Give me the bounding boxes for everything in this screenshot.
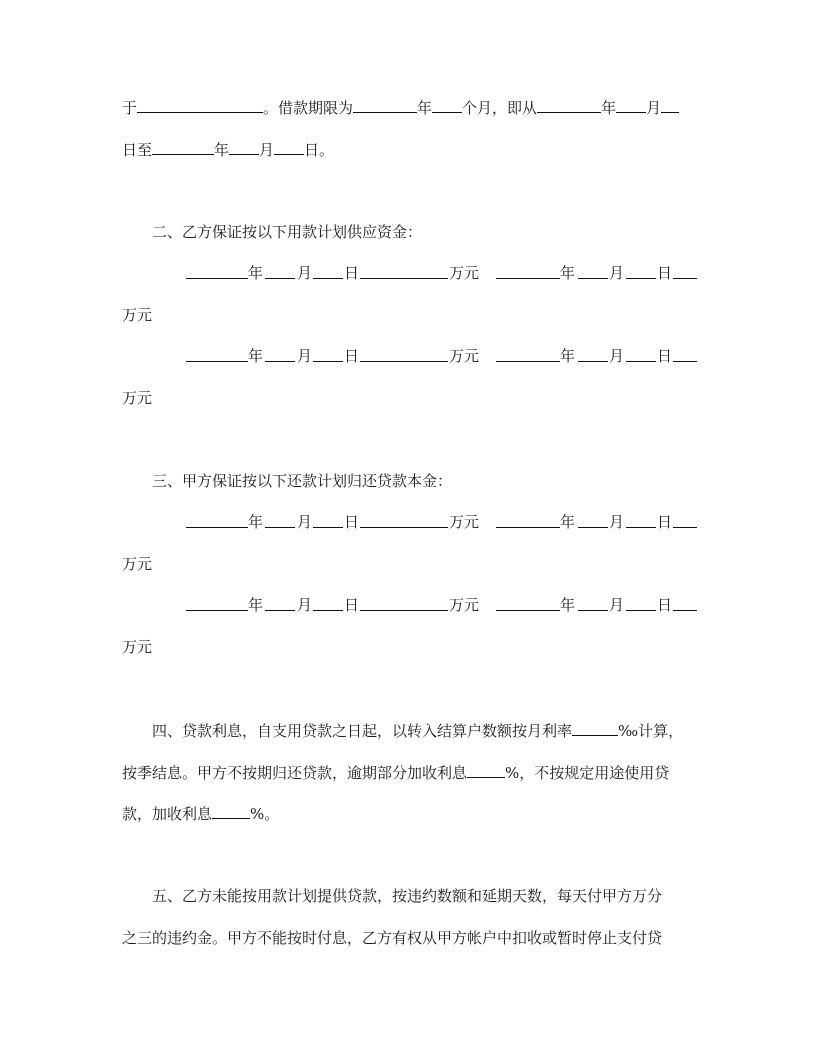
blank-field: [616, 97, 646, 113]
blank-field: [212, 803, 250, 819]
blank-field: [137, 97, 263, 113]
blank-field: [229, 139, 259, 155]
schedule-row: 年 月 日 万元 年 月 日: [186, 595, 697, 615]
blank-field: [467, 762, 505, 778]
blank-field: [572, 720, 618, 736]
blank-field: [353, 97, 417, 113]
blank-field: [432, 97, 462, 113]
section-4-line-1: 四、贷款利息，自支用贷款之日起，以转入结算户数额按月利率 ‰计算，: [152, 722, 684, 740]
unit-label: 万元: [122, 555, 153, 573]
section-5-line-1: 五、乙方未能按用款计划提供贷款，按违约数额和延期天数，每天付甲方万分: [152, 887, 663, 905]
loan-term-line-1: 于 。借款期限为 年 个月，即从 年 月: [122, 97, 679, 118]
schedule-row: 年 月 日 万元 年 月 日: [186, 263, 697, 283]
blank-field: [152, 139, 214, 155]
blank-field: [661, 97, 679, 113]
loan-term-line-2: 日至 年 月 日。: [122, 141, 335, 159]
schedule-row: 年 月 日 万元 年 月 日: [186, 512, 697, 532]
unit-label: 万元: [122, 638, 153, 656]
section-4-line-2: 按季结息。甲方不按期归还贷款，逾期部分加收利息 %，不按规定用途使用贷: [122, 764, 670, 782]
blank-field: [537, 97, 601, 113]
section-3-title: 三、甲方保证按以下还款计划归还贷款本金：: [152, 472, 453, 490]
blank-field: [274, 139, 304, 155]
unit-label: 万元: [122, 389, 153, 407]
schedule-row: 年 月 日 万元 年 月 日: [186, 346, 697, 366]
section-4-line-3: 款，加收利息 %。: [122, 805, 280, 823]
section-2-title: 二、乙方保证按以下用款计划供应资金：: [152, 223, 423, 241]
unit-label: 万元: [122, 306, 153, 324]
section-5-line-2: 之三的违约金。甲方不能按时付息，乙方有权从甲方帐户中扣收或暂时停止支付贷: [122, 929, 663, 947]
